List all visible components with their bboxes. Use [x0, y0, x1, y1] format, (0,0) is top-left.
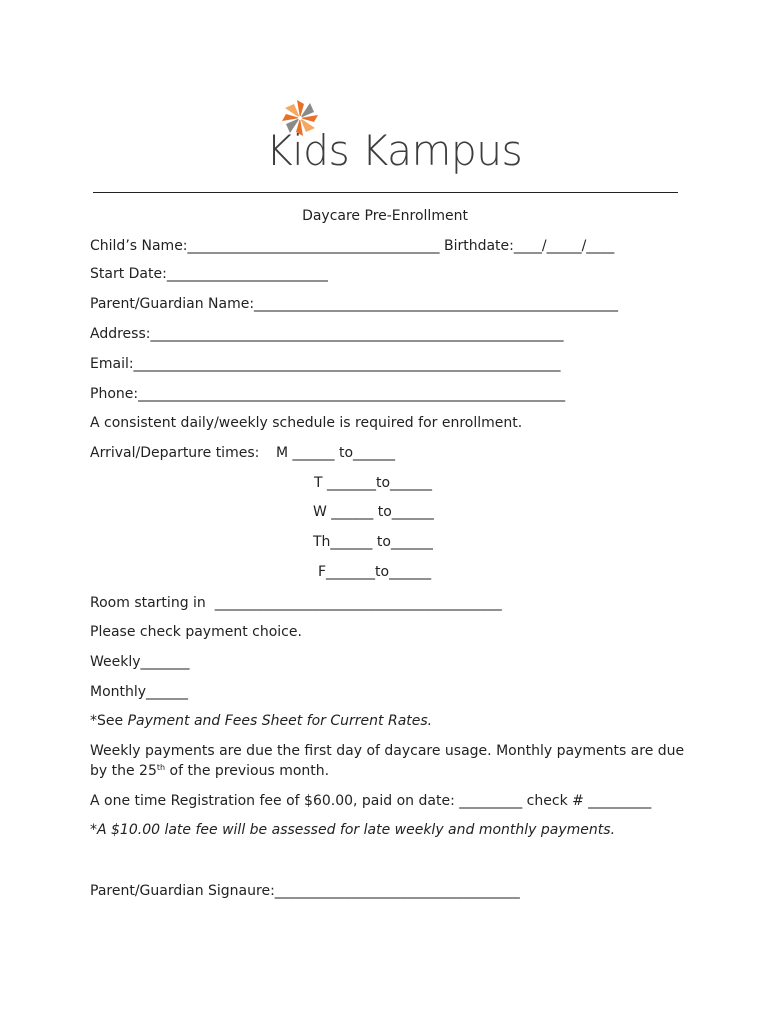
thursday-times-field[interactable]: Th______ to______: [313, 534, 433, 550]
payments-line2-end: of the previous month.: [165, 763, 330, 779]
payments-line2-start: by the 25: [90, 763, 157, 779]
kids-kampus-logo: [266, 98, 523, 178]
form-title: Daycare Pre-Enrollment: [302, 208, 468, 224]
weekly-choice-field[interactable]: Weekly_______: [90, 654, 190, 670]
registration-fee-field[interactable]: A one time Registration fee of $60.00, paid on date: _________ check # _________: [90, 793, 652, 809]
fees-note-italic: Payment and Fees Sheet for Current Rates.: [127, 713, 433, 729]
wednesday-times-field[interactable]: W ______ to______: [313, 504, 434, 520]
fees-note-prefix: *See: [90, 713, 128, 729]
schedule-note: A consistent daily/weekly schedule is required for enrollment.: [90, 415, 523, 431]
friday-times-field[interactable]: F_______to______: [318, 564, 432, 580]
arrival-departure-label: Arrival/Departure times:: [90, 445, 260, 461]
parent-name-field[interactable]: Parent/Guardian Name:____________________________________________________: [90, 296, 619, 312]
tuesday-times-field[interactable]: T _______to______: [314, 475, 433, 491]
payment-choice-label: Please check payment choice.: [90, 624, 302, 640]
monthly-choice-field[interactable]: Monthly______: [90, 684, 189, 700]
logo-text: Kids Kampus: [266, 126, 523, 175]
payments-due-line-1: Weekly payments are due the first day of daycare usage. Monthly payments are due: [90, 743, 685, 759]
phone-field[interactable]: Phone:_____________________________________________________________: [90, 386, 566, 402]
late-fee-prefix: *: [90, 822, 97, 838]
monday-times-field[interactable]: M ______ to______: [276, 445, 396, 461]
payments-due-line-2: [90, 762, 329, 780]
signature-field[interactable]: Parent/Guardian Signaure:___________________________________: [90, 883, 520, 899]
late-fee-italic: A $10.00 late fee will be assessed for late weekly and monthly payments.: [97, 822, 616, 838]
header-rule: [93, 192, 678, 193]
ordinal-suffix: th: [156, 763, 166, 772]
room-starting-field[interactable]: Room starting in _________________________________________: [90, 595, 502, 611]
fees-sheet-note: [90, 712, 432, 730]
start-date-field[interactable]: Start Date:_______________________: [90, 266, 328, 282]
childs-name-field[interactable]: Child’s Name:____________________________________ Birthdate:____/_____/____: [90, 238, 615, 254]
email-field[interactable]: Email:_____________________________________________________________: [90, 356, 561, 372]
address-field[interactable]: Address:___________________________________________________________: [90, 326, 564, 342]
late-fee-note: [90, 821, 615, 839]
